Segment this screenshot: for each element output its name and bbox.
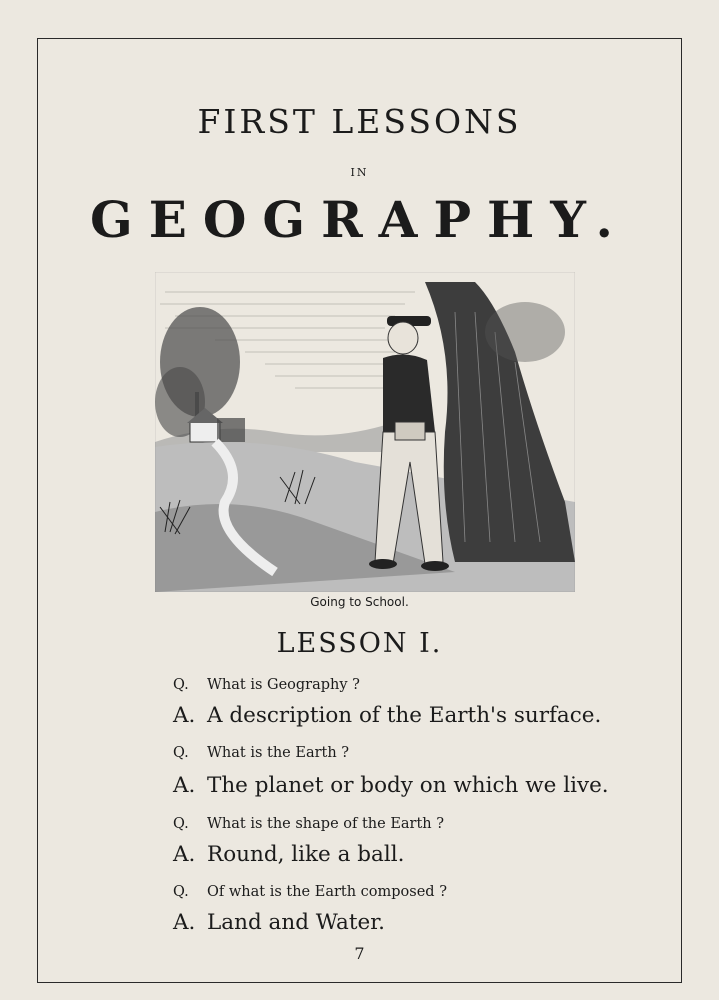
question-4 [173,884,447,900]
answer-label: A. [173,703,196,728]
answer-text: Land and Water. [207,910,385,935]
answer-label: A. [173,910,196,935]
going-to-school-illustration [155,272,575,592]
question-1 [173,677,360,693]
page-number: 7 [354,944,365,963]
question-3 [173,816,444,832]
question-text: What is the shape of the Earth ? [207,816,445,832]
answer-label: A. [173,773,196,798]
answer-text: The planet or body on which we live. [207,773,609,798]
question-label: Q. [173,884,189,900]
lesson-heading: LESSON I. [276,628,443,659]
question-label: Q. [173,816,189,832]
question-text: What is the Earth ? [207,745,350,761]
question-text: Of what is the Earth composed ? [207,884,447,900]
question-text: What is Geography ? [207,677,360,693]
question-2 [173,745,349,761]
answer-text: A description of the Earth's surface. [207,703,602,728]
title-connector: IN [350,166,369,179]
answer-3 [173,842,404,867]
title-line1: FIRST LESSONS [197,102,522,141]
answer-2 [173,773,609,798]
answer-label: A. [173,842,196,867]
answer-text: Round, like a ball. [207,842,405,867]
title-line2: GEOGRAPHY. [90,190,629,249]
answer-1 [173,703,601,728]
answer-4 [173,910,385,935]
illustration-caption: Going to School. [310,595,409,609]
question-label: Q. [173,677,189,693]
question-label: Q. [173,745,189,761]
